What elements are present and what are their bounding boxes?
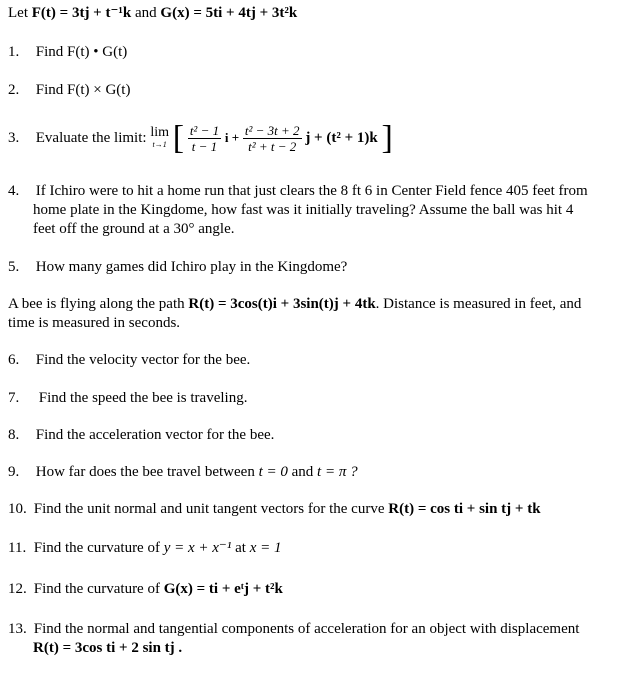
question-text-line-1: Find the normal and tangential components of acceleration for an object with displacement (33, 621, 580, 637)
question-text: Find the unit normal and unit tangent vectors for the curve (33, 501, 385, 517)
question-text: How many games did Ichiro play in the Kingdome? (35, 259, 348, 275)
i-term: i + (224, 130, 240, 145)
condition-start: t = 0 (258, 464, 288, 480)
curve-expression: R(t) = cos ti + sin tj + tk (388, 501, 541, 517)
question-9 (8, 463, 358, 481)
question-number: 11. (8, 540, 27, 556)
question-number: 6. (8, 352, 20, 368)
question-number: 3. (8, 130, 20, 146)
question-text: Find F(t) × G(t) (35, 82, 131, 98)
question-7 (8, 389, 247, 407)
question-text: Find the curvature of (33, 540, 160, 556)
question-text: Evaluate the limit: (35, 130, 147, 146)
question-number: 10. (8, 501, 27, 517)
limit-label: lim (150, 124, 169, 140)
question-5 (8, 258, 347, 276)
question-number: 9. (8, 464, 20, 480)
question-number: 12. (8, 581, 27, 597)
question-3 (8, 118, 393, 158)
question-number: 1. (8, 44, 20, 60)
g-definition: G(x) = 5ti + 4tj + 3t²k (160, 5, 298, 21)
question-2 (8, 81, 130, 99)
question-12 (8, 580, 283, 598)
fraction-1 (188, 123, 221, 154)
question-4-line-2: home plate in the Kingdome, how fast was it initially traveling? Assume the ball was hit 4 (33, 202, 574, 218)
bee-text-b: . Distance is measured in feet, and (375, 296, 582, 312)
intro-let: Let (8, 5, 28, 21)
fraction-1-denominator: t − 1 (191, 139, 218, 155)
question-number: 2. (8, 82, 20, 98)
fraction-2-numerator: t² − 3t + 2 (244, 123, 300, 139)
question-11 (8, 539, 281, 557)
question-number: 7. (8, 390, 20, 406)
question-text-line-1: If Ichiro were to hit a home run that just clears the 8 ft 6 in Center Field fence 405 feet from (35, 183, 588, 199)
question-13-line-2 (33, 639, 182, 657)
question-number: 13. (8, 621, 27, 637)
question-10 (8, 500, 541, 518)
question-8 (8, 426, 274, 444)
bee-intro-line-2: time is measured in seconds. (8, 315, 181, 331)
question-number: 8. (8, 427, 20, 443)
question-text: Find the speed the bee is traveling. (38, 390, 248, 406)
question-4-line-3: feet off the ground at a 30° angle. (33, 221, 235, 237)
right-bracket: ] (381, 119, 393, 157)
bee-text-a: A bee is flying along the path (8, 296, 185, 312)
displacement-expression: R(t) = 3cos ti + 2 sin tj . (33, 640, 183, 656)
question-1 (8, 43, 127, 61)
question-number: 4. (8, 183, 20, 199)
question-text: Find the acceleration vector for the bee. (35, 427, 275, 443)
question-at: at (235, 540, 246, 556)
question-text: Find F(t) • G(t) (35, 44, 128, 60)
question-number: 5. (8, 259, 20, 275)
question-text: Find the velocity vector for the bee. (35, 352, 251, 368)
question-4 (8, 182, 588, 200)
fraction-2-denominator: t² + t − 2 (248, 139, 297, 155)
function-expression: G(x) = ti + eᵗj + t²k (163, 581, 283, 597)
fraction-2 (243, 123, 302, 154)
question-text: Find the curvature of (33, 581, 160, 597)
question-13 (8, 620, 579, 638)
bee-intro-line-1 (8, 295, 581, 313)
intro-line (8, 4, 297, 22)
bee-path: R(t) = 3cos(t)i + 3sin(t)j + 4tk (188, 296, 376, 312)
intro-and: and (135, 5, 157, 21)
question-text: How far does the bee travel between (35, 464, 255, 480)
evaluation-point: x = 1 (249, 540, 282, 556)
question-6 (8, 351, 250, 369)
question-and: and (291, 464, 314, 480)
tail-term: j + (t² + 1)k (305, 130, 378, 146)
left-bracket: [ (172, 119, 185, 157)
limit-operator (150, 124, 169, 151)
fraction-1-numerator: t² − 1 (189, 123, 220, 139)
function-expression: y = x + x⁻¹ (163, 540, 232, 556)
condition-end: t = π ? (317, 464, 358, 480)
f-definition: F(t) = 3tj + t⁻¹k (31, 5, 132, 21)
limit-subscript: t→1 (152, 139, 167, 149)
